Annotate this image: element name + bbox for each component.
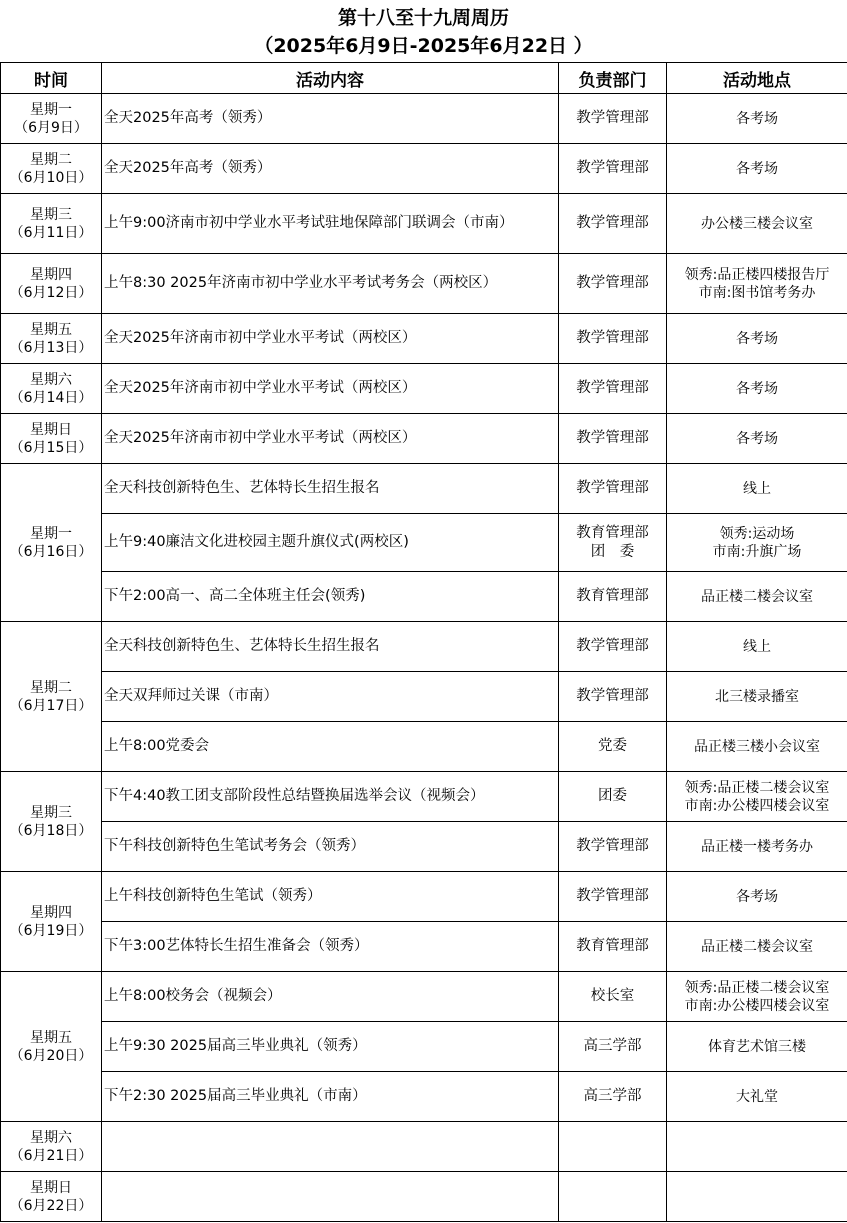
- table-row: [1, 672, 847, 722]
- location-line: 各考场: [736, 160, 778, 177]
- day-cell: [1, 772, 102, 872]
- location-line: 各考场: [736, 380, 778, 397]
- day-cell: [1, 144, 102, 194]
- table-row: [1, 572, 847, 622]
- location-cell: [667, 194, 847, 254]
- department-line: 团委: [598, 788, 627, 804]
- location-cell: [667, 772, 847, 822]
- department-cell: [559, 464, 667, 514]
- activity-cell: 下午2:30 2025届高三毕业典礼（市南）: [102, 1072, 559, 1122]
- department-cell: [559, 972, 667, 1022]
- table-row: [1, 144, 847, 194]
- location-cell: [667, 1022, 847, 1072]
- location-line: 各考场: [736, 110, 778, 127]
- location-cell: [667, 872, 847, 922]
- day-cell: [1, 254, 102, 314]
- schedule-table: [0, 62, 847, 1222]
- department-cell: [559, 364, 667, 414]
- header-row: [1, 63, 847, 94]
- location-cell: [667, 572, 847, 622]
- date-label: （6月10日）: [9, 169, 93, 186]
- activity-cell: 全天2025年济南市初中学业水平考试（两校区）: [102, 414, 559, 464]
- header-time: 时间: [1, 63, 102, 94]
- location-cell: [667, 722, 847, 772]
- day-cell: [1, 622, 102, 772]
- department-cell: [559, 1172, 667, 1222]
- department-cell: [559, 514, 667, 572]
- activity-cell: 全天2025年高考（领秀）: [102, 144, 559, 194]
- weekday-label: 星期日: [30, 421, 72, 438]
- weekday-label: 星期六: [30, 371, 72, 388]
- table-row: [1, 972, 847, 1022]
- department-cell: [559, 194, 667, 254]
- location-cell: [667, 514, 847, 572]
- department-line: 教育管理部: [576, 524, 649, 541]
- activity-cell: 全天科技创新特色生、艺体特长生招生报名: [102, 464, 559, 514]
- location-line: 品正楼二楼会议室: [701, 938, 813, 955]
- department-line: 教育管理部: [576, 588, 649, 604]
- department-cell: [559, 622, 667, 672]
- weekday-label: 星期一: [30, 525, 72, 542]
- location-line: 线上: [743, 480, 771, 497]
- weekday-label: 星期一: [30, 101, 72, 118]
- table-row: [1, 514, 847, 572]
- activity-cell: 上午9:00济南市初中学业水平考试驻地保障部门联调会（市南）: [102, 194, 559, 254]
- date-label: （6月14日）: [9, 389, 93, 406]
- department-cell: [559, 94, 667, 144]
- department-line: 教学管理部: [576, 430, 649, 446]
- weekday-label: 星期三: [30, 804, 72, 821]
- activity-cell: 上午9:30 2025届高三毕业典礼（领秀）: [102, 1022, 559, 1072]
- department-cell: [559, 672, 667, 722]
- activity-cell: [102, 1122, 559, 1172]
- weekday-label: 星期三: [30, 206, 72, 223]
- table-row: [1, 94, 847, 144]
- weekday-label: 星期二: [30, 679, 72, 696]
- department-cell: [559, 872, 667, 922]
- department-line: 教学管理部: [576, 110, 649, 126]
- day-cell: [1, 972, 102, 1122]
- table-row: [1, 922, 847, 972]
- location-line: 市南:办公楼四楼会议室: [684, 997, 830, 1014]
- table-row: [1, 364, 847, 414]
- location-line: 领秀:品正楼二楼会议室: [684, 979, 830, 996]
- header-department: 负责部门: [559, 63, 667, 94]
- date-label: （6月16日）: [9, 543, 93, 560]
- department-line: 教学管理部: [576, 688, 649, 704]
- table-row: [1, 194, 847, 254]
- location-cell: [667, 922, 847, 972]
- department-line: 教学管理部: [576, 215, 649, 231]
- day-cell: [1, 314, 102, 364]
- location-cell: [667, 314, 847, 364]
- date-label: （6月22日）: [9, 1197, 93, 1214]
- table-row: [1, 464, 847, 514]
- schedule-body: [1, 94, 847, 1222]
- table-row: [1, 622, 847, 672]
- department-cell: [559, 822, 667, 872]
- department-line: 校长室: [590, 988, 635, 1004]
- location-line: 领秀:品正楼四楼报告厅: [684, 266, 830, 283]
- department-cell: [559, 1022, 667, 1072]
- activity-cell: 全天科技创新特色生、艺体特长生招生报名: [102, 622, 559, 672]
- table-row: [1, 822, 847, 872]
- department-line: 教学管理部: [576, 838, 649, 854]
- department-line: 教学管理部: [576, 638, 649, 654]
- activity-cell: 下午3:00艺体特长生招生准备会（领秀）: [102, 922, 559, 972]
- location-cell: [667, 1072, 847, 1122]
- location-line: 北三楼录播室: [715, 688, 799, 705]
- location-line: 各考场: [736, 330, 778, 347]
- department-cell: [559, 572, 667, 622]
- location-cell: [667, 254, 847, 314]
- location-line: 品正楼二楼会议室: [701, 588, 813, 605]
- location-line: 大礼堂: [736, 1088, 778, 1105]
- location-line: 各考场: [736, 430, 778, 447]
- date-range: （2025年6月9日-2025年6月22日 ）: [254, 35, 593, 57]
- location-cell: [667, 464, 847, 514]
- date-label: （6月17日）: [9, 697, 93, 714]
- table-row: [1, 1022, 847, 1072]
- activity-cell: 下午科技创新特色生笔试考务会（领秀）: [102, 822, 559, 872]
- weekday-label: 星期四: [30, 904, 72, 921]
- location-cell: [667, 364, 847, 414]
- activity-cell: 全天2025年济南市初中学业水平考试（两校区）: [102, 364, 559, 414]
- activity-cell: 上午8:00党委会: [102, 722, 559, 772]
- date-label: （6月11日）: [9, 224, 93, 241]
- location-line: 办公楼三楼会议室: [701, 215, 813, 232]
- table-row: [1, 772, 847, 822]
- activity-cell: 下午4:40教工团支部阶段性总结暨换届选举会议（视频会）: [102, 772, 559, 822]
- location-cell: [667, 622, 847, 672]
- location-cell: [667, 822, 847, 872]
- date-label: （6月15日）: [9, 439, 93, 456]
- activity-cell: 上午8:00校务会（视频会）: [102, 972, 559, 1022]
- date-label: （6月19日）: [9, 922, 93, 939]
- table-row: [1, 872, 847, 922]
- location-line: 市南:升旗广场: [712, 543, 802, 560]
- header-location: 活动地点: [667, 63, 847, 94]
- department-cell: [559, 314, 667, 364]
- activity-cell: 全天双拜师过关课（市南）: [102, 672, 559, 722]
- location-line: 各考场: [736, 888, 778, 905]
- location-line: 品正楼三楼小会议室: [694, 738, 820, 755]
- header-activity: 活动内容: [102, 63, 559, 94]
- day-cell: [1, 94, 102, 144]
- weekday-label: 星期四: [30, 266, 72, 283]
- location-line: 领秀:品正楼二楼会议室: [684, 779, 830, 796]
- department-cell: [559, 1122, 667, 1172]
- activity-cell: 全天2025年济南市初中学业水平考试（两校区）: [102, 314, 559, 364]
- department-cell: [559, 772, 667, 822]
- table-row: [1, 722, 847, 772]
- department-cell: [559, 144, 667, 194]
- date-label: （6月20日）: [9, 1047, 93, 1064]
- location-cell: [667, 414, 847, 464]
- department-cell: [559, 254, 667, 314]
- weekday-label: 星期日: [30, 1179, 72, 1196]
- date-label: （6月12日）: [9, 284, 93, 301]
- location-line: 品正楼一楼考务办: [701, 838, 813, 855]
- department-cell: [559, 722, 667, 772]
- department-line: 高三学部: [583, 1088, 642, 1104]
- day-cell: [1, 1172, 102, 1222]
- table-row: [1, 414, 847, 464]
- department-line: 教学管理部: [576, 330, 649, 346]
- department-line: 团 委: [590, 543, 635, 560]
- department-line: 教学管理部: [576, 275, 649, 291]
- location-cell: [667, 672, 847, 722]
- table-row: [1, 1072, 847, 1122]
- location-cell: [667, 1122, 847, 1172]
- location-cell: [667, 1172, 847, 1222]
- day-cell: [1, 1122, 102, 1172]
- weekday-label: 星期二: [30, 151, 72, 168]
- table-row: [1, 1122, 847, 1172]
- table-row: [1, 314, 847, 364]
- date-label: （6月21日）: [9, 1147, 93, 1164]
- department-cell: [559, 414, 667, 464]
- day-cell: [1, 364, 102, 414]
- department-line: 教学管理部: [576, 160, 649, 176]
- department-line: 高三学部: [583, 1038, 642, 1054]
- activity-cell: 上午9:40廉洁文化进校园主题升旗仪式(两校区): [102, 514, 559, 572]
- day-cell: [1, 464, 102, 622]
- page-title: 第十八至十九周周历: [337, 7, 509, 29]
- table-row: [1, 254, 847, 314]
- location-line: 线上: [743, 638, 771, 655]
- department-line: 党委: [598, 738, 627, 754]
- location-cell: [667, 972, 847, 1022]
- date-label: （6月13日）: [9, 339, 93, 356]
- department-line: 教学管理部: [576, 480, 649, 496]
- weekday-label: 星期五: [30, 321, 72, 338]
- activity-cell: 上午8:30 2025年济南市初中学业水平考试考务会（两校区）: [102, 254, 559, 314]
- department-line: 教育管理部: [576, 938, 649, 954]
- location-line: 领秀:运动场: [719, 525, 795, 542]
- department-line: 教学管理部: [576, 380, 649, 396]
- day-cell: [1, 194, 102, 254]
- table-row: [1, 1172, 847, 1222]
- location-line: 体育艺术馆三楼: [708, 1038, 806, 1055]
- location-line: 市南:图书馆考务办: [698, 284, 816, 301]
- day-cell: [1, 414, 102, 464]
- date-label: （6月9日）: [14, 119, 88, 136]
- activity-cell: 下午2:00高一、高二全体班主任会(领秀): [102, 572, 559, 622]
- department-line: 教学管理部: [576, 888, 649, 904]
- activity-cell: 全天2025年高考（领秀）: [102, 94, 559, 144]
- weekday-label: 星期六: [30, 1129, 72, 1146]
- location-cell: [667, 94, 847, 144]
- date-label: （6月18日）: [9, 822, 93, 839]
- location-cell: [667, 144, 847, 194]
- activity-cell: 上午科技创新特色生笔试（领秀）: [102, 872, 559, 922]
- title-block: [0, 0, 847, 62]
- activity-cell: [102, 1172, 559, 1222]
- day-cell: [1, 872, 102, 972]
- weekday-label: 星期五: [30, 1029, 72, 1046]
- department-cell: [559, 922, 667, 972]
- location-line: 市南:办公楼四楼会议室: [684, 797, 830, 814]
- department-cell: [559, 1072, 667, 1122]
